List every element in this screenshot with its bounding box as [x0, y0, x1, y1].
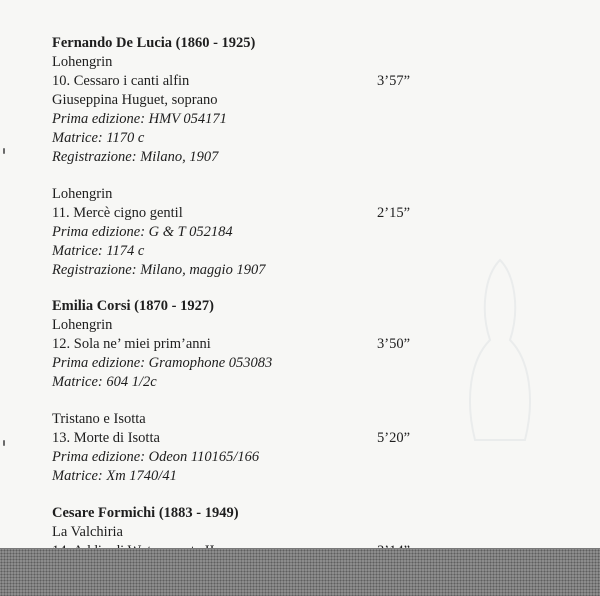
opera-title: Tristano e Isotta — [52, 411, 146, 427]
binding-mark — [3, 148, 5, 154]
track-title — [52, 72, 532, 91]
track-duration: 3’57” — [377, 73, 411, 89]
track-duration: 3’50” — [377, 336, 411, 352]
artist-heading: Cesare Formichi (1883 - 1949) — [52, 505, 239, 521]
track-entry-11 — [52, 185, 532, 280]
first-edition: Prima edizione: G & T 052184 — [52, 224, 233, 240]
opera-title: La Valchiria — [52, 524, 123, 540]
matrix-number: Matrice: Xm 1740/41 — [52, 468, 177, 484]
track-listing — [52, 34, 532, 580]
artist-heading: Emilia Corsi (1870 - 1927) — [52, 298, 214, 314]
track-title-text: 10. Cessaro i canti alfin — [52, 73, 190, 89]
performer-note: Giuseppina Huguet, soprano — [52, 92, 218, 108]
track-title-text: 13. Morte di Isotta — [52, 430, 160, 446]
track-entry-13 — [52, 410, 532, 486]
first-edition: Prima edizione: Gramophone 053083 — [52, 355, 273, 371]
opera-title: Lohengrin — [52, 186, 113, 202]
first-edition: Prima edizione: HMV 054171 — [52, 111, 227, 127]
artist-heading: Fernando De Lucia (1860 - 1925) — [52, 35, 256, 51]
matrix-number: Matrice: 1170 c — [52, 130, 145, 146]
halftone-footer-band — [0, 548, 600, 596]
opera-title: Lohengrin — [52, 317, 113, 333]
track-duration: 5’20” — [377, 430, 411, 446]
binding-mark — [3, 440, 5, 446]
matrix-number: Matrice: 1174 c — [52, 243, 145, 259]
track-title — [52, 429, 532, 448]
track-title — [52, 335, 532, 354]
track-title-text: 12. Sola ne’ miei prim’anni — [52, 336, 211, 352]
track-duration: 2’15” — [377, 205, 411, 221]
track-title — [52, 204, 532, 223]
recording-info: Registrazione: Milano, maggio 1907 — [52, 262, 266, 278]
first-edition: Prima edizione: Odeon 110165/166 — [52, 449, 260, 465]
artist-section-corsi — [52, 297, 532, 392]
opera-title: Lohengrin — [52, 54, 113, 70]
artist-section-de-lucia — [52, 34, 532, 167]
recording-info: Registrazione: Milano, 1907 — [52, 149, 219, 165]
matrix-number: Matrice: 604 1/2c — [52, 374, 157, 390]
track-title-text: 11. Mercè cigno gentil — [52, 205, 183, 221]
